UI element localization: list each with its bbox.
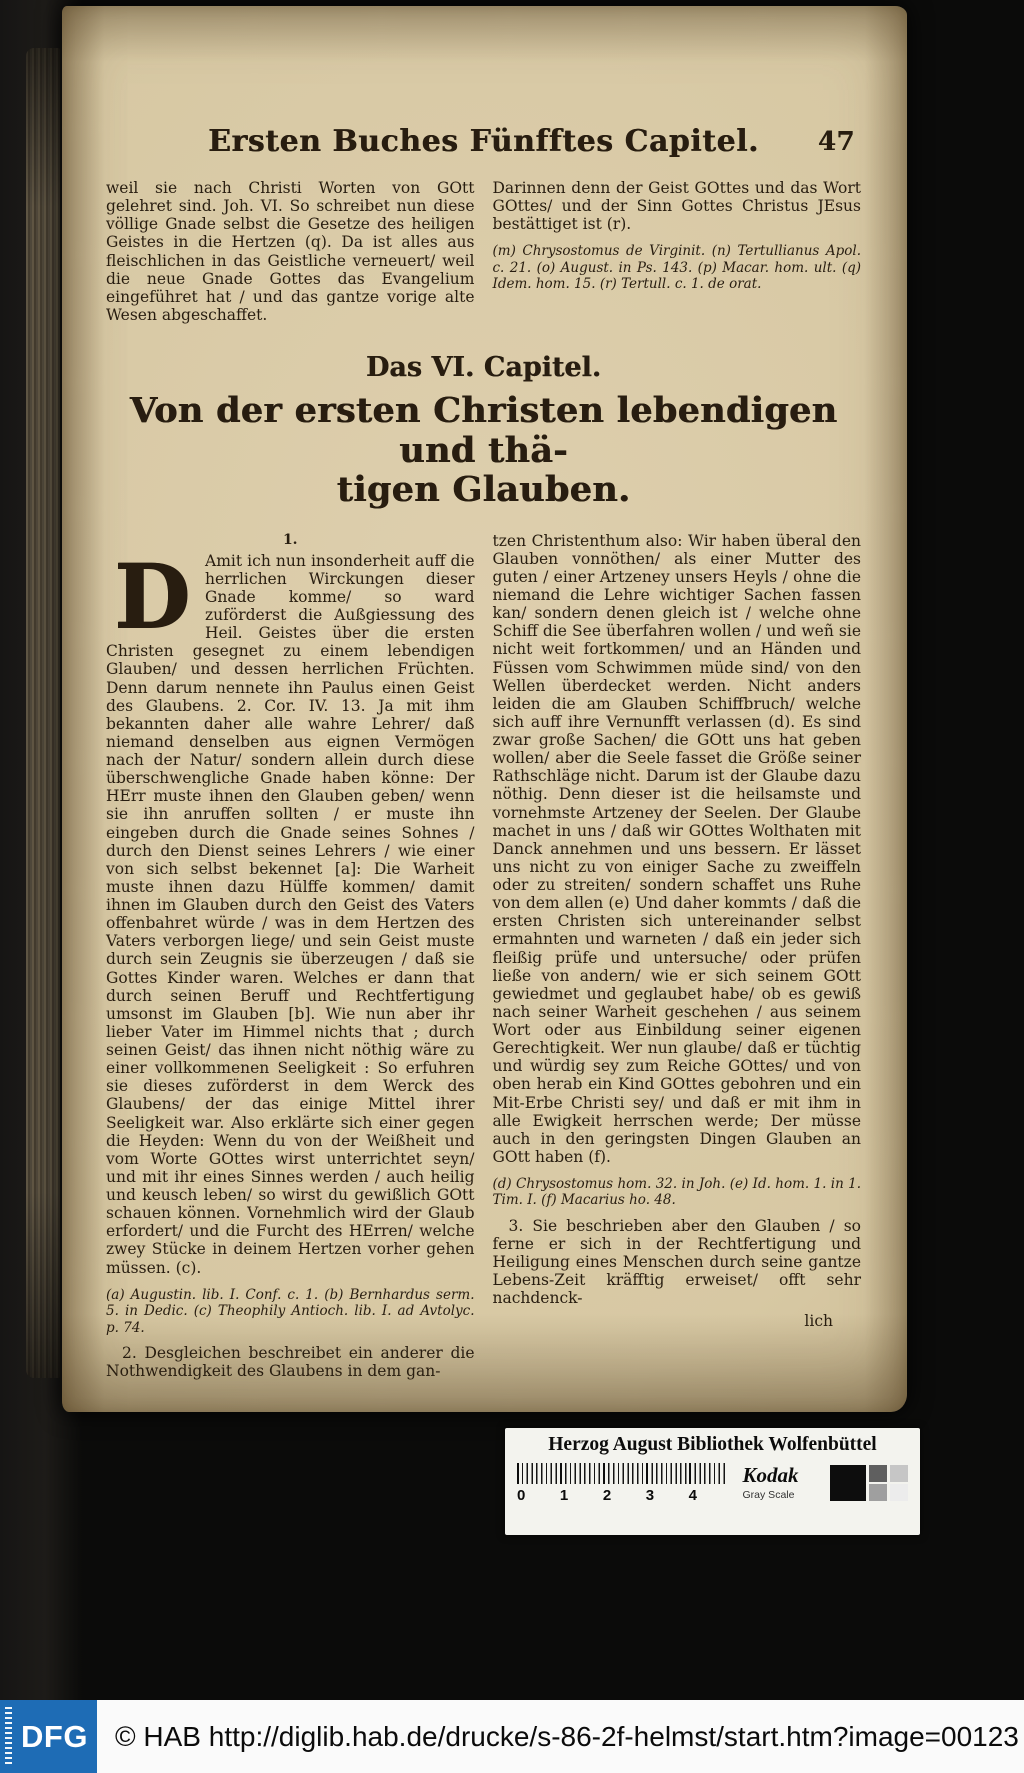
dfg-logo	[0, 1700, 97, 1773]
gray-patch-column-1	[869, 1465, 887, 1501]
page-stack-edge	[26, 48, 60, 1378]
ruler-number-4: 4	[688, 1487, 697, 1504]
intro-left-column	[106, 179, 475, 324]
section-1-paragraph	[106, 543, 475, 1277]
chapter-title-line2: tigen Glauben.	[336, 469, 631, 511]
gray-patch-dark	[869, 1465, 887, 1482]
main-right-column	[493, 532, 862, 1381]
chapter-title-line1: Von der ersten Christen lebendigen und thä-	[129, 390, 838, 471]
intro-citation-block: (m) Chrysostomus de Virginit. (n) Tertullianus Apol. c. 21. (o) August. in Ps. 143. (p) Macar. hom. ult. (q) Idem. hom. 15. (r) Tertull. c. 1. de orat.	[492, 243, 861, 293]
credit-bar	[0, 1700, 1024, 1773]
left-citation-block: (a) Augustin. lib. I. Conf. c. 1. (b) Bernhardus serm. 5. in Dedic. (c) Theophily Antioch. lib. I. ad Avtolyc. p. 74.	[106, 1286, 475, 1336]
library-name: Herzog August Bibliothek Wolfenbüttel	[548, 1434, 877, 1455]
section-3-start: 3. Sie beschrieben aber den Glauben / so ferne er sich in der Rechtfertigung und Heiligung eines Menschen durch seine gantze Lebens-Zeit kräfftig erweiset/ offt sehr nachdenck-	[492, 1216, 861, 1308]
dfg-logo-text: DFG	[21, 1718, 88, 1754]
main-left-column	[106, 532, 475, 1381]
running-title: Ersten Buches Fünfftes Capitel.	[208, 124, 759, 159]
ruler-numbers	[517, 1487, 697, 1504]
copyright-url: © HAB http://diglib.hab.de/drucke/s-86-2f-helmst/start.htm?image=00123	[115, 1720, 1019, 1752]
ruler-number-1: 1	[559, 1487, 569, 1504]
page-number: 47	[817, 127, 855, 157]
ruler-ticks	[517, 1463, 727, 1484]
catchword: lich	[804, 1311, 833, 1330]
gray-scale-label: Gray Scale	[742, 1489, 795, 1501]
library-calibration-label	[505, 1428, 920, 1535]
chapter-caption: Das VI. Capitel.	[365, 352, 602, 383]
intro-right-column	[493, 179, 862, 324]
right-citation-block: (d) Chrysostomus hom. 32. in Joh. (e) Id. hom. 1. in 1. Tim. I. (f) Macarius ho. 48.	[492, 1176, 861, 1209]
section-1-text: Amit ich nun insonderheit auff die herrlichen Wirckungen dieser Gnade komme/ so ward zuförderst die Außgiessung des Heil. Geistes über die ersten Christen gesegnet zu einem lebendigen Glauben/ und dessen herrlichen Früchten. Denn darum nennete ihn Paulus einen Geist des Glaubens. 2. Cor. IV. 13. Ja mit ihm bekannten daher alle wahre Lehrer/ daß niemand denselben aus eignen Vermögen nach der Natur/ sondern allein durch diese überschwengliche Gnade haben könne: Der HErr muste ihnen den Glauben geben/ wenn sie ihn anruffen sollten / er muste ihn eingeben durch die Gnade seines Sohnes / durch den Dienst seines Lehrers / wie einer von sich selbst bekennet [a]: Die Warheit muste ihnen dazu Hülffe kommen/ damit ihnen im Glauben durch den Geist des Vaters offenbahret würde / was in dem Hertzen des Vaters verborgen liege/ und sein Geist muste durch sein Zeugnis sie überzeugen / daß sie Gottes Kinder waren. Welches er dann that durch seinen Beruff und Rechtfertigung umsonst im Glauben [b]. Wie nun aber ihr lieber Vater im Himmel nichts that ; durch seinen Geist/ das ihnen nicht nöthig wäre zu einer vollkommenen Seeligkeit : So erfuhren sie dieses zuförderst in dem Werck des Glaubens/ der das einige Mittel ihrer Seeligkeit war. Also erklärte sich einer gegen die Heyden: Wenn du von der Weißheit und vom Worte GOttes wirst unterrichtet seyn/ und mit ihr eines Sinnes werden / auch heilig und keusch leben/ so wirst du gewißlich GOtt schauen können. Vornehmlich wird der Glaub erfordert/ und die Furcht des HErren/ welche zwey Stücke in deinem Hertzen vorher gehen müssen. (c).	[106, 551, 475, 1277]
calibration-scale-row	[517, 1463, 908, 1504]
book-page	[62, 6, 907, 1412]
intro-right-paragraph: Darinnen denn der Geist GOttes und das Wort GOttes/ und der Sinn Gottes Christus JEsus bestättiget ist (r).	[492, 179, 861, 234]
gray-scale-patches	[830, 1465, 908, 1501]
gray-patch-light	[890, 1465, 908, 1482]
main-text-section	[106, 532, 861, 1381]
intro-left-paragraph: weil sie nach Christi Worten von GOtt gelehret sind. Joh. VI. So schreibet nun diese völlige Gnade selbst die Gesetze des heiligen Geistes in die Hertzen (q). Da ist alles aus fleischlichen in das Geistliche verneuert/ weil die neue Gnade Gottes das Evangelium eingeführet hat / und das gantze vorige alte Wesen abgeschaffet.	[106, 179, 475, 324]
section-2-start: 2. Desgleichen beschreibet ein anderer die Nothwendigkeit des Glaubens in dem gan-	[106, 1344, 475, 1381]
ornate-initial: D	[113, 543, 191, 648]
kodak-logo-text: Kodak	[742, 1463, 799, 1487]
ruler-number-3: 3	[645, 1487, 655, 1504]
gray-patch-lightest	[890, 1484, 908, 1501]
gray-patch-mid	[869, 1484, 887, 1501]
section-2-continuation: tzen Christenthum also: Wir haben überal den Glauben vonnöthen/ als einer Mutter des guten / einer Artzeney unsers Heyls / ohne die niemand die Lehre wichtiger Sachen fassen kan/ sondern denen gleich ist / welche ohne Schiff die See überfahren wollen / und weñ sie nicht weit fortkommen/ und an Händen und Füssen vom Schwimmen müde sind/ von den Wellen überdecket werden. Nicht anders leiden die am Glauben Schiffbruch/ welche sich auff ihre Vernunfft verlassen (d). Es sind zwar große Sachen/ die GOtt uns hat geben wollen/ aber die Seele fasset die Größe seiner Rathschläge nicht. Darum ist der Glaube dazu nöthig. Denn dieser ist die heilsamste und vornehmste Artzeney der Seelen. Der Glaube machet in uns / daß wir GOttes Wolthaten mit Danck annehmen und uns bessern. Er lässet uns nicht zu von einiger Sache zu zweiffeln oder zu streiten/ sondern schaffet uns Ruhe von dem allen (e) Und daher kommts / daß die ersten Christen sich untereinander selbst ermahnten und warneten / daß ein jeder sich fleißig prüfe und untersuche/ oder prüfen ließe von andern/ wie er sich seinem GOtt gewiedmet und geglaubet habe/ ob es gewiß nach seiner Warheit geschehen / aus seinem Wort oder aus Einbildung seiner eigenen Gerechtigkeit. Wer nun glaube/ daß er tüchtig und würdig sey zum Reiche GOttes/ und von oben herab ein Kind GOttes gebohren und ein Mit-Erbe Christi sey/ und daß er mit ihm in alle Ewigkeit herrschen werde; Der müsse auch in den geringsten Dingen Glauben an GOtt haben (f).	[492, 531, 861, 1166]
gray-patch-column-2	[890, 1465, 908, 1501]
ruler	[517, 1463, 727, 1504]
gray-patch-black	[830, 1465, 866, 1501]
running-head	[106, 124, 861, 159]
ruler-number-2: 2	[602, 1487, 612, 1504]
section-number: 1.	[282, 531, 298, 548]
intro-section	[106, 179, 861, 324]
kodak-branding	[743, 1463, 824, 1501]
ruler-number-0: 0	[517, 1487, 526, 1504]
chapter-title	[106, 391, 861, 510]
